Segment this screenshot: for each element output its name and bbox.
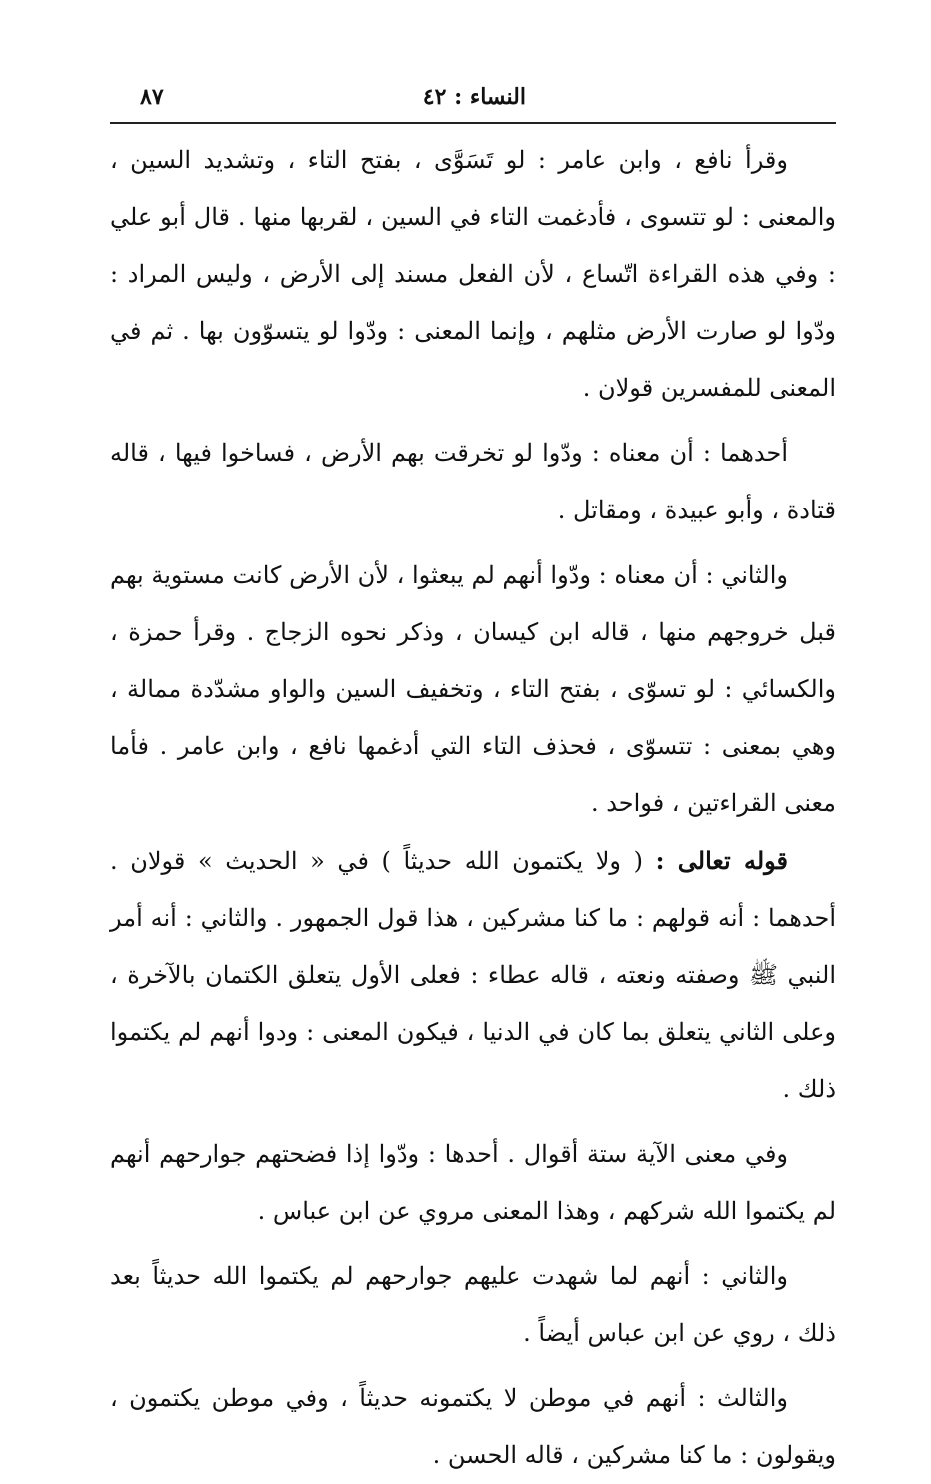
paragraph: والثالث : أنهم في موطن لا يكتمونه حديثاً ، وفي موطن يكتمون ، ويقولون : ما كنا مشركين ، قاله الحسن .: [110, 1384, 836, 1469]
paragraph: وفي معنى الآية ستة أقوال . أحدها : ودّوا إذا فضحتهم جوارحهم أنهم لم يكتموا الله شركهم ، وهذا المعنى مروي عن ابن عباس .: [110, 1140, 836, 1225]
paragraph: وقرأ نافع ، وابن عامر : لو تَسَوَّى ، بفتح التاء ، وتشديد السين ، والمعنى : لو تتسوى ، فأدغمت التاء في السين ، لقربها منها . قال أبو علي : وفي هذه القراءة اتّساع ، لأن الفعل مسند إلى الأرض ، وليس المراد : ودّوا لو صارت الأرض مثلهم ، وإنما المعنى : ودّوا لو يتسوّون بها . ثم في المعنى للمفسرين قولان .: [110, 146, 837, 402]
header-rule: [110, 122, 836, 124]
verse-lead: قوله تعالى :: [655, 846, 789, 875]
page-number: ٨٧: [140, 84, 164, 110]
main-text: [110, 132, 836, 1484]
running-header: [110, 78, 836, 118]
paragraph: أحدهما : أن معناه : ودّوا لو تخرقت بهم الأرض ، فساخوا فيها ، قاله قتادة ، وأبو عبيدة ، ومقاتل .: [110, 439, 836, 524]
paragraph: [110, 832, 836, 1118]
running-title: النساء : ٤٢: [422, 84, 526, 110]
paragraph: والثاني : أنهم لما شهدت عليهم جوارحهم لم يكتموا الله حديثاً بعد ذلك ، روي عن ابن عباس أيضاً .: [110, 1262, 836, 1347]
paragraph-text: ( ولا يكتمون الله حديثاً ) في « الحديث » قولان . أحدهما : أنه قولهم : ما كنا مشركين ، هذا قول الجمهور . والثاني : أنه أمر النبي ﷺ وصفته ونعته ، قاله عطاء : فعلى الأول يتعلق الكتمان بالآخرة ، وعلى الثاني يتعلق بما كان في الدنيا ، فيكون المعنى : ودوا أنهم لم يكتموا ذلك .: [110, 847, 837, 1103]
paragraph: والثاني : أن معناه : ودّوا أنهم لم يبعثوا ، لأن الأرض كانت مستوية بهم قبل خروجهم منها ، قاله ابن كيسان ، وذكر نحوه الزجاج . وقرأ حمزة ، والكسائي : لو تسوّى ، بفتح التاء ، وتخفيف السين والواو مشدّدة ممالة ، وهي بمعنى : تتسوّى ، فحذف التاء التي أدغمها نافع ، وابن عامر . فأما معنى القراءتين ، فواحد .: [110, 561, 836, 817]
